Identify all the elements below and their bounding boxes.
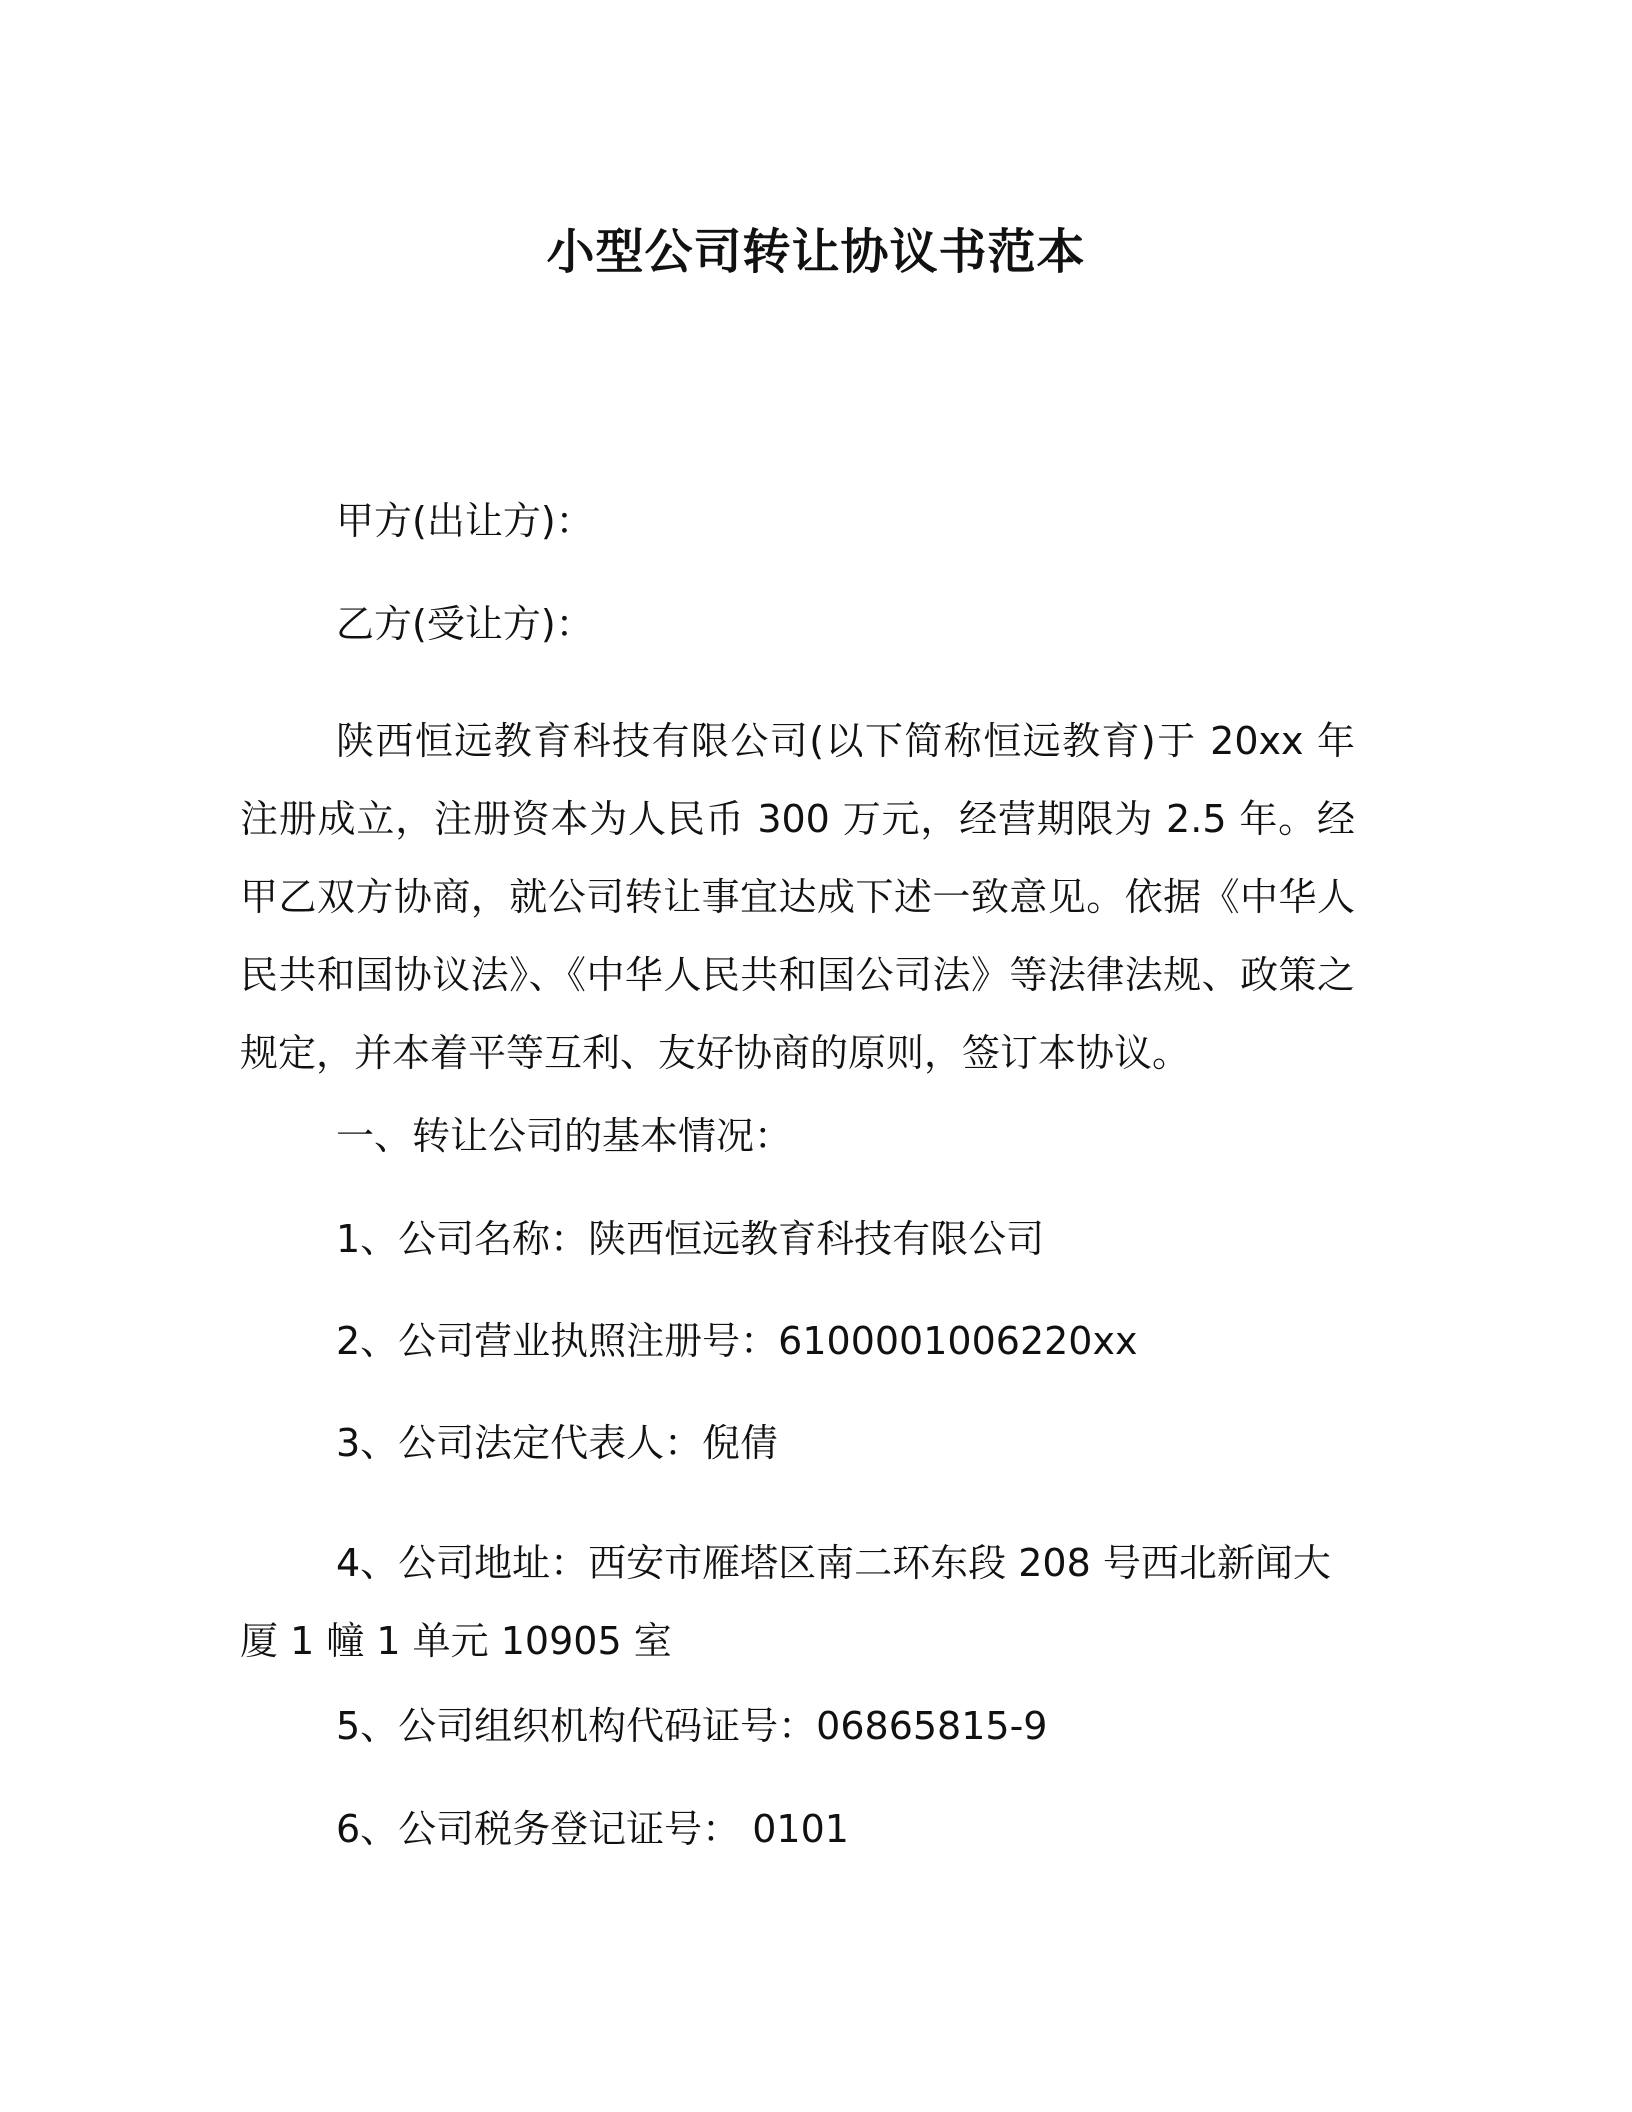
item-company-address: 4、公司地址：西安市雁塔区南二环东段 208 号西北新闻大厦 1 幢 1 单元 10905 室 — [240, 1541, 1331, 1663]
item-company-name: 1、公司名称：陕西恒远教育科技有限公司 — [336, 1217, 1045, 1261]
item-legal-representative: 3、公司法定代表人：倪倩 — [336, 1421, 779, 1465]
intro-paragraph: 陕西恒远教育科技有限公司(以下简称恒远教育)于 20xx 年注册成立，注册资本为人民币 300 万元，经营期限为 2.5 年。经甲乙双方协商，就公司转让事宜达成下述一致意见。依据《中华人民共和国协议法》、《中华人民共和国公司法》等法律法规、政策之规定，并本着平等互利、友好协商的原则，签订本协议。 — [240, 719, 1355, 1075]
item-registration-number: 2、公司营业执照注册号：6100001006220xx — [336, 1319, 1138, 1363]
party-b-label: 乙方(受让方)： — [336, 602, 594, 646]
party-a-label: 甲方(出让方)： — [336, 499, 594, 543]
document-title: 小型公司转让协议书范本 — [546, 224, 1086, 280]
item-organization-code: 5、公司组织机构代码证号：06865815-9 — [336, 1704, 1048, 1748]
section-one-heading: 一、转让公司的基本情况： — [336, 1114, 793, 1158]
item-tax-registration: 6、公司税务登记证号： 0101 — [336, 1807, 849, 1851]
